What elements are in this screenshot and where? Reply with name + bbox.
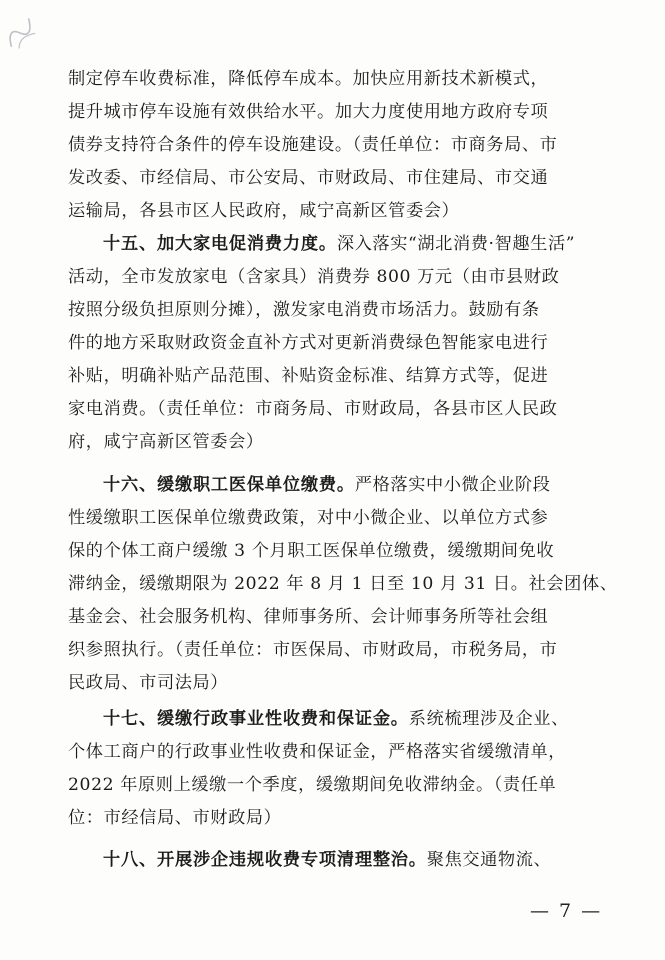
body-line: 基金会、社会服务机构、律师事务所、会计师事务所等社会组	[68, 607, 549, 627]
section-17-text: 系统梳理涉及企业、	[408, 709, 569, 729]
body-line: 活动，全市发放家电（含家具）消费券 800 万元（由市县财政	[68, 267, 560, 287]
section-18-heading: 十八、开展涉企违规收费专项清理整治。	[103, 850, 427, 870]
body-line: 位：市经信局、市财政局）	[68, 808, 282, 828]
body-line: 件的地方采取财政资金直补方式对更新消费绿色智能家电进行	[68, 333, 549, 353]
section-16-heading: 十六、缓缴职工医保单位缴费。	[103, 475, 355, 495]
section-18-first-line	[103, 848, 633, 872]
body-line: 织参照执行。（责任单位：市医保局、市财政局，市税务局，市	[68, 640, 558, 660]
body-line: 个体工商户的行政事业性收费和保证金，严格落实省缓缴清单，	[68, 742, 567, 762]
handwritten-mark	[0, 9, 45, 56]
section-17-heading: 十七、缓缴行政事业性收费和保证金。	[103, 709, 409, 729]
section-18-text: 聚焦交通物流、	[426, 850, 552, 870]
section-17-first-line	[103, 707, 633, 731]
body-line: 制定停车收费标准，降低停车成本。加快应用新技术新模式，	[68, 69, 549, 89]
body-line: 保的个体工商户缓缴 3 个月职工医保单位缴费，缓缴期间免收	[68, 541, 555, 561]
page-number: — 7 —	[530, 900, 603, 922]
body-line: 家电消费。（责任单位：市商务局、市财政局，各县市区人民政	[68, 399, 558, 419]
section-16-first-line	[103, 473, 633, 497]
body-line: 提升城市停车设施有效供给水平。加大力度使用地方政府专项	[68, 102, 549, 122]
section-16-text: 严格落实中小微企业阶段	[354, 475, 551, 495]
section-15-heading: 十五、加大家电促消费力度。	[103, 234, 337, 254]
body-line: 补贴，明确补贴产品范围、补贴资金标准、结算方式等，促进	[68, 366, 549, 386]
body-line: 府，咸宁高新区管委会）	[68, 432, 264, 452]
body-line: 2022 年原则上缓缴一个季度，缓缴期间免收滞纳金。（责任单	[68, 775, 557, 795]
body-line: 民政局、市司法局）	[68, 673, 229, 693]
section-15-first-line	[103, 232, 633, 256]
body-line: 运输局，各县市区人民政府，咸宁高新区管委会）	[68, 201, 460, 221]
body-line: 按照分级负担原则分摊），激发家电消费市场活力。鼓励有条	[68, 300, 540, 320]
body-line: 发改委、市经信局、市公安局、市财政局、市住建局、市交通	[68, 168, 549, 188]
body-line: 性缓缴职工医保单位缴费政策，对中小微企业、以单位方式参	[68, 508, 549, 528]
section-15-text: 深入落实“湖北消费·智趣生活”	[336, 234, 576, 254]
body-line: 债券支持符合条件的停车设施建设。（责任单位：市商务局、市	[68, 135, 558, 155]
body-line: 滞纳金，缓缴期限为 2022 年 8 月 1 日至 10 月 31 日。社会团体、	[68, 574, 618, 594]
